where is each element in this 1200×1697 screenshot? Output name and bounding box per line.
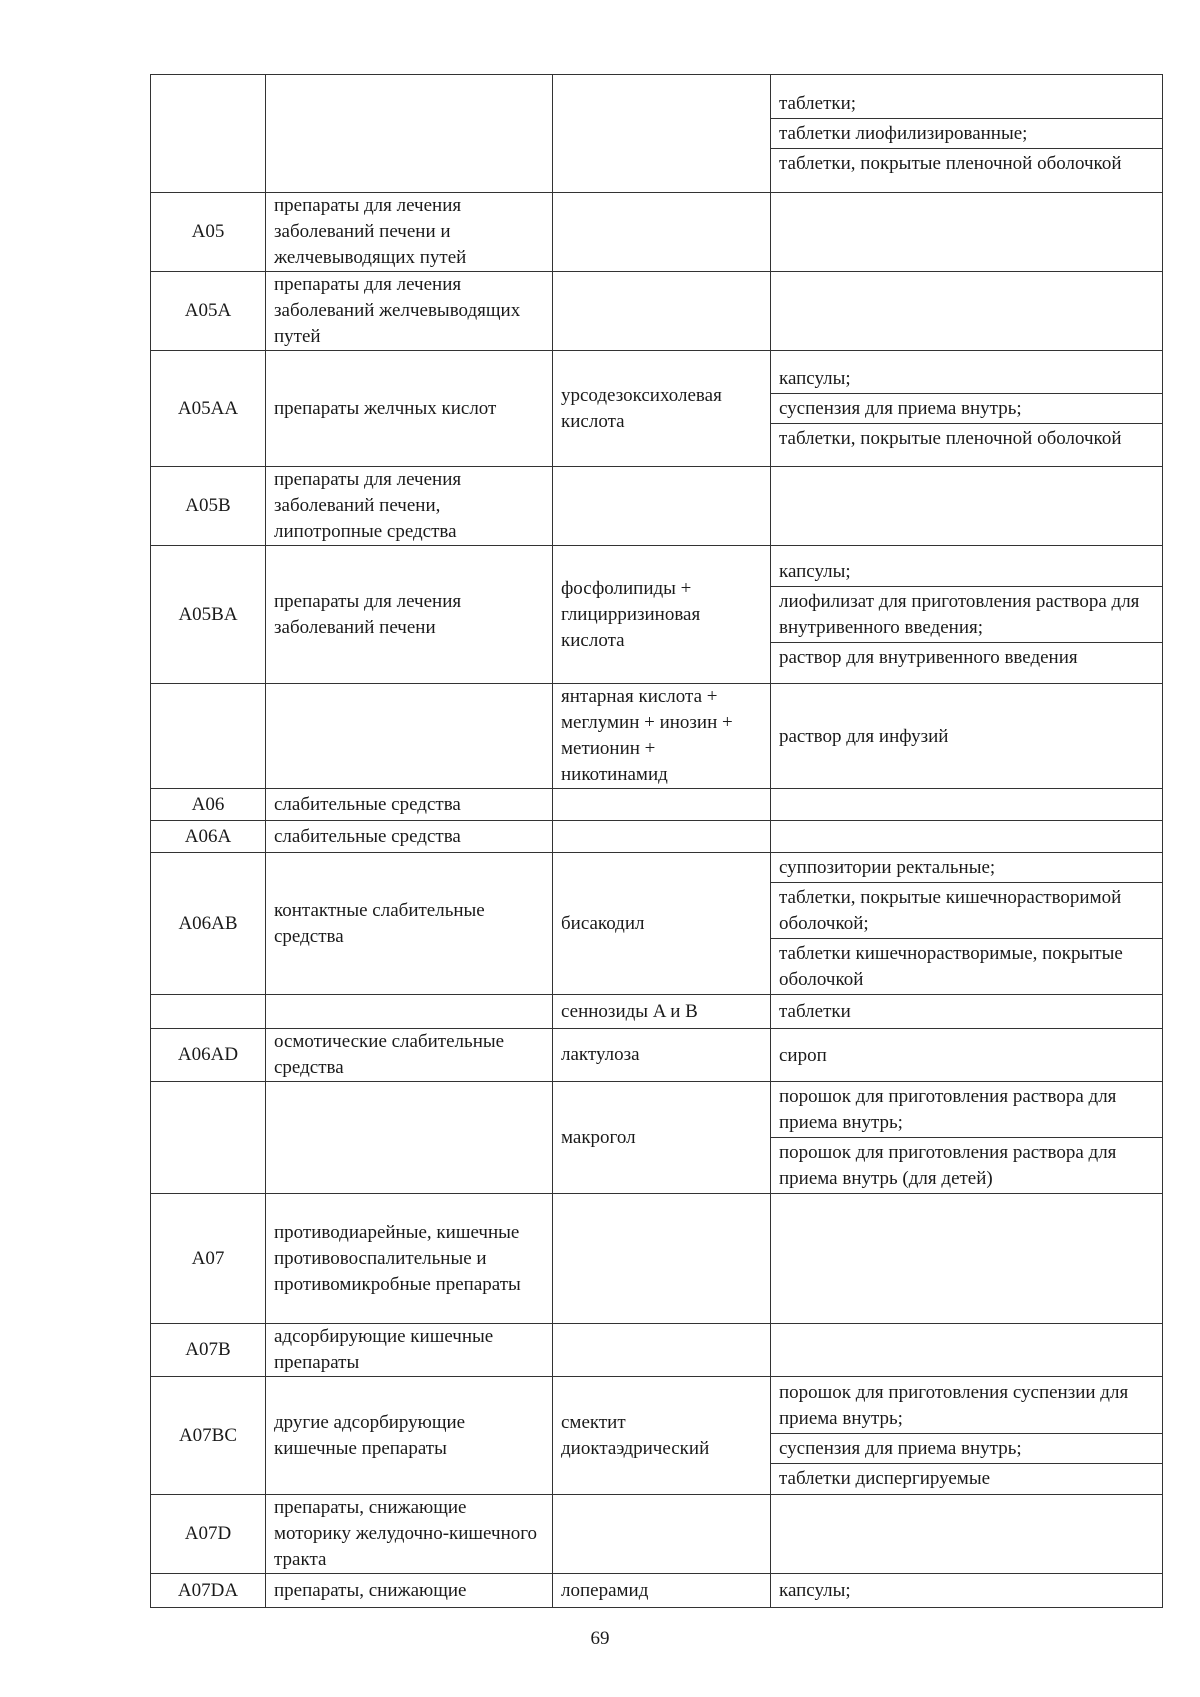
group-name-cell: препараты для лечения заболеваний печени xyxy=(266,546,553,684)
dosage-form-item: порошок для приготовления суспензии для приема внутрь; xyxy=(771,1378,1162,1434)
dosage-form-item: капсулы; xyxy=(771,364,1162,394)
group-name-cell: противодиарейные, кишечные противовоспалительные и противомикробные препараты xyxy=(266,1194,553,1324)
group-name-cell: препараты для лечения заболеваний печени, липотропные средства xyxy=(266,467,553,546)
dosage-forms-cell xyxy=(771,193,1163,272)
group-name-cell xyxy=(266,995,553,1029)
atc-code-cell: A05A xyxy=(151,272,266,351)
dosage-forms-list xyxy=(771,89,1162,178)
dosage-form-item: капсулы; xyxy=(779,1580,851,1601)
group-name-cell: препараты для лечения заболеваний желчевыводящих путей xyxy=(266,272,553,351)
dosage-forms-cell xyxy=(771,684,1163,789)
drug-name-cell: янтарная кислота + меглумин + инозин + метионин + никотинамид xyxy=(553,684,771,789)
group-name-cell xyxy=(266,684,553,789)
dosage-forms-cell xyxy=(771,546,1163,684)
drug-name-cell: урсодезоксихолевая кислота xyxy=(553,351,771,467)
dosage-forms-cell xyxy=(771,821,1163,853)
group-name-cell: препараты для лечения заболеваний печени и желчевыводящих путей xyxy=(266,193,553,272)
atc-code-cell xyxy=(151,995,266,1029)
drug-name-cell xyxy=(553,789,771,821)
group-name-cell: препараты, снижающие моторику желудочно-кишечного тракта xyxy=(266,1495,553,1574)
dosage-forms-list xyxy=(771,364,1162,453)
dosage-forms-cell xyxy=(771,75,1163,193)
atc-code-cell: A06AB xyxy=(151,853,266,995)
drug-classification-table xyxy=(150,74,1163,1608)
dosage-forms-cell xyxy=(771,1082,1163,1194)
dosage-form-item: таблетки, покрытые пленочной оболочкой xyxy=(779,428,1122,449)
drug-name-cell xyxy=(553,1324,771,1377)
dosage-form-item: таблетки кишечнорастворимые, покрытые оболочкой xyxy=(779,943,1123,990)
dosage-form-item: таблетки xyxy=(779,1001,851,1022)
dosage-form-item: суспензия для приема внутрь; xyxy=(771,1434,1162,1464)
drug-name-cell xyxy=(553,1495,771,1574)
drug-name-cell xyxy=(553,75,771,193)
dosage-forms-list xyxy=(771,1082,1162,1193)
table-row xyxy=(151,1495,1163,1574)
drug-name-cell xyxy=(553,1194,771,1324)
table-row xyxy=(151,1324,1163,1377)
dosage-form-item: раствор для внутривенного введения xyxy=(779,647,1078,668)
dosage-form-item: лиофилизат для приготовления раствора для внутривенного введения; xyxy=(771,587,1162,643)
group-name-cell: другие адсорбирующие кишечные препараты xyxy=(266,1377,553,1495)
atc-code-cell: A07B xyxy=(151,1324,266,1377)
drug-name-cell xyxy=(553,821,771,853)
drug-name-cell: сеннозиды A и B xyxy=(553,995,771,1029)
table-row xyxy=(151,684,1163,789)
group-name-cell xyxy=(266,75,553,193)
dosage-forms-cell xyxy=(771,1194,1163,1324)
dosage-form-item: суспензия для приема внутрь; xyxy=(771,394,1162,424)
table-row xyxy=(151,1194,1163,1324)
table-row xyxy=(151,789,1163,821)
drug-name-cell xyxy=(553,467,771,546)
dosage-forms-list xyxy=(771,1041,1162,1070)
group-name-cell: слабительные средства xyxy=(266,789,553,821)
dosage-form-item: таблетки диспергируемые xyxy=(779,1468,991,1489)
table-row xyxy=(151,1574,1163,1608)
atc-code-cell: A07 xyxy=(151,1194,266,1324)
dosage-forms-cell xyxy=(771,1377,1163,1495)
dosage-form-item: таблетки лиофилизированные; xyxy=(771,119,1162,149)
atc-code-cell: A05B xyxy=(151,467,266,546)
dosage-form-item: раствор для инфузий xyxy=(779,725,949,747)
drug-name-cell: смектит диоктаэдрический xyxy=(553,1377,771,1495)
table-row xyxy=(151,1029,1163,1082)
group-name-cell: контактные слабительные средства xyxy=(266,853,553,995)
atc-code-cell: A06 xyxy=(151,789,266,821)
dosage-forms-cell xyxy=(771,1574,1163,1608)
drug-name-cell: макрогол xyxy=(553,1082,771,1194)
table-row xyxy=(151,1377,1163,1495)
table-row xyxy=(151,853,1163,995)
dosage-form-item: сироп xyxy=(779,1044,827,1066)
dosage-forms-list xyxy=(771,722,1162,751)
table-row xyxy=(151,193,1163,272)
dosage-forms-cell xyxy=(771,467,1163,546)
dosage-forms-cell xyxy=(771,1495,1163,1574)
table-row xyxy=(151,821,1163,853)
dosage-forms-list xyxy=(771,853,1162,994)
table-row xyxy=(151,546,1163,684)
drug-name-cell xyxy=(553,193,771,272)
dosage-forms-list xyxy=(771,557,1162,672)
table-row xyxy=(151,75,1163,193)
atc-code-cell: A06AD xyxy=(151,1029,266,1082)
page-number: 69 xyxy=(590,1628,610,1649)
drug-name-cell: бисакодил xyxy=(553,853,771,995)
drug-name-cell: лоперамид xyxy=(553,1574,771,1608)
atc-code-cell: A07DA xyxy=(151,1574,266,1608)
atc-code-cell: A06A xyxy=(151,821,266,853)
dosage-forms-cell xyxy=(771,853,1163,995)
dosage-forms-cell xyxy=(771,351,1163,467)
dosage-form-item: таблетки, покрытые пленочной оболочкой xyxy=(779,153,1122,174)
group-name-cell: осмотические слабительные средства xyxy=(266,1029,553,1082)
table-row xyxy=(151,995,1163,1029)
group-name-cell xyxy=(266,1082,553,1194)
table-row xyxy=(151,1082,1163,1194)
dosage-form-item: капсулы; xyxy=(771,557,1162,587)
dosage-forms-cell xyxy=(771,1029,1163,1082)
atc-code-cell: A07D xyxy=(151,1495,266,1574)
drug-name-cell xyxy=(553,272,771,351)
atc-code-cell: A05BA xyxy=(151,546,266,684)
table-body xyxy=(151,75,1163,1608)
dosage-forms-list xyxy=(771,1576,1162,1605)
dosage-forms-cell xyxy=(771,995,1163,1029)
atc-code-cell xyxy=(151,75,266,193)
atc-code-cell: A05AA xyxy=(151,351,266,467)
dosage-form-item: суппозитории ректальные; xyxy=(771,853,1162,883)
dosage-form-item: таблетки, покрытые кишечнорастворимой оболочкой; xyxy=(771,883,1162,939)
drug-name-cell: лактулоза xyxy=(553,1029,771,1082)
atc-code-cell xyxy=(151,1082,266,1194)
dosage-form-item: таблетки; xyxy=(771,89,1162,119)
dosage-forms-cell xyxy=(771,1324,1163,1377)
dosage-forms-list xyxy=(771,997,1162,1026)
dosage-form-item: порошок для приготовления раствора для приема внутрь (для детей) xyxy=(779,1142,1117,1189)
atc-code-cell: A07BC xyxy=(151,1377,266,1495)
dosage-forms-cell xyxy=(771,789,1163,821)
group-name-cell: адсорбирующие кишечные препараты xyxy=(266,1324,553,1377)
drug-name-cell: фосфолипиды + глицирризиновая кислота xyxy=(553,546,771,684)
dosage-forms-cell xyxy=(771,272,1163,351)
dosage-forms-list xyxy=(771,1378,1162,1493)
atc-code-cell xyxy=(151,684,266,789)
dosage-form-item: порошок для приготовления раствора для приема внутрь; xyxy=(771,1082,1162,1138)
atc-code-cell: A05 xyxy=(151,193,266,272)
group-name-cell: слабительные средства xyxy=(266,821,553,853)
group-name-cell: препараты, снижающие xyxy=(266,1574,553,1608)
table-row xyxy=(151,467,1163,546)
table-row xyxy=(151,272,1163,351)
table-row xyxy=(151,351,1163,467)
group-name-cell: препараты желчных кислот xyxy=(266,351,553,467)
